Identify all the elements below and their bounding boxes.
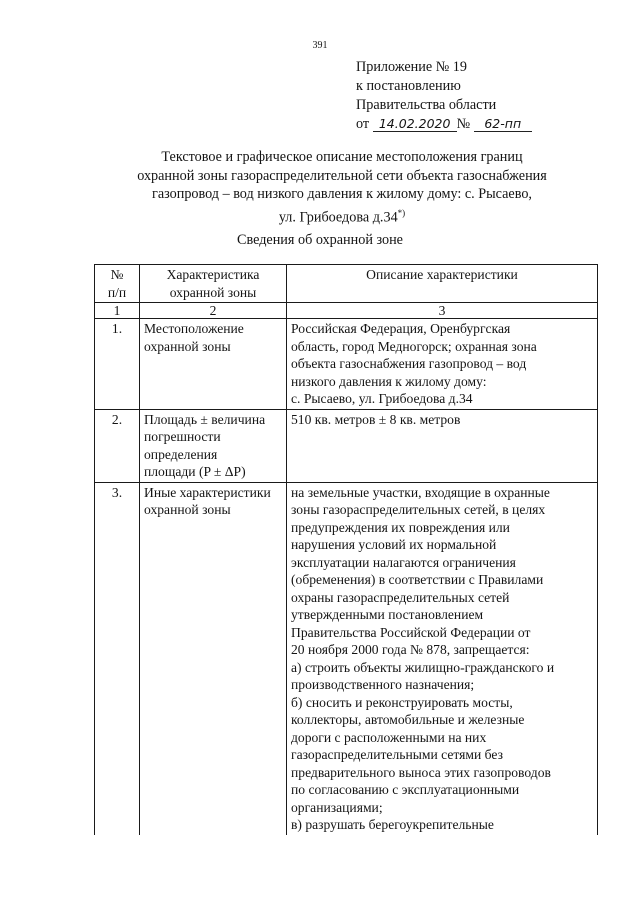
table-row bbox=[95, 319, 598, 410]
desc-line: нарушения условий их нормальной bbox=[291, 537, 497, 552]
row-number: 1. bbox=[95, 319, 140, 410]
appendix-block bbox=[356, 58, 532, 134]
table-header-row bbox=[95, 265, 598, 303]
desc-line: организациями; bbox=[291, 799, 383, 815]
desc-line: в) разрушать берегоукрепительные bbox=[291, 817, 494, 832]
col-number-3: 3 bbox=[287, 303, 598, 319]
desc-line: производственного назначения; bbox=[291, 677, 475, 692]
table-row bbox=[95, 409, 598, 482]
desc-line: по согласованию с эксплуатационными bbox=[291, 782, 520, 797]
desc-line: газораспределительными сетями без bbox=[291, 747, 503, 762]
col-number-2: 2 bbox=[140, 303, 287, 319]
header-num-line-1: № bbox=[110, 267, 124, 282]
column-number-row bbox=[95, 303, 598, 319]
desc-line: 510 кв. метров ± 8 кв. метров bbox=[291, 411, 461, 427]
char-line: Площадь ± величина bbox=[144, 411, 266, 427]
char-line: Местоположение bbox=[144, 321, 244, 336]
table-row bbox=[95, 482, 598, 835]
appendix-date-line bbox=[356, 115, 532, 134]
desc-line: предварительного выноса этих газопроводов bbox=[291, 764, 551, 780]
char-line: Иные характеристики bbox=[144, 484, 271, 500]
number-label: № bbox=[456, 116, 471, 132]
desc-line: б) сносить и реконструировать мосты, bbox=[291, 694, 513, 710]
appendix-line-3: Правительства области bbox=[356, 97, 497, 113]
header-num-line-2: п/п bbox=[107, 284, 127, 300]
desc-line: низкого давления к жилому дому: bbox=[291, 373, 487, 389]
title-line-3: газопровод – вод низкого давления к жилому дому: с. Рысаево, bbox=[152, 186, 532, 202]
title-line-4 bbox=[100, 204, 584, 227]
char-line: площади (P ± ΔP) bbox=[144, 464, 246, 479]
desc-line: область, город Медногорск; охранная зона bbox=[291, 338, 537, 354]
desc-line: зоны газораспределительных сетей, в целях bbox=[291, 502, 546, 517]
desc-line: эксплуатации налагаются ограничения bbox=[291, 554, 516, 570]
footnote-mark: *) bbox=[397, 207, 406, 218]
header-num bbox=[95, 265, 140, 303]
appendix-line-2: к постановлению bbox=[356, 78, 461, 94]
desc-line: с. Рысаево, ул. Грибоедова д.34 bbox=[291, 391, 473, 406]
desc-line: Российская Федерация, Оренбургская bbox=[291, 321, 511, 336]
desc-line: утвержденными постановлением bbox=[291, 607, 484, 622]
row-number: 2. bbox=[95, 409, 140, 482]
page-number: 391 bbox=[312, 40, 328, 51]
row-characteristic bbox=[140, 409, 287, 482]
desc-line: дороги с расположенными на них bbox=[291, 729, 487, 745]
row-characteristic bbox=[140, 482, 287, 835]
section-subtitle: Сведения об охранной зоне bbox=[237, 232, 403, 248]
desc-line: 20 ноября 2000 года № 878, запрещается: bbox=[291, 642, 530, 657]
char-line: охранной зоны bbox=[144, 338, 231, 354]
desc-line: коллекторы, автомобильные и железные bbox=[291, 712, 525, 727]
handwritten-number: 62-пп bbox=[474, 117, 532, 132]
col-number-1: 1 bbox=[95, 303, 140, 319]
header-characteristic bbox=[140, 265, 287, 303]
from-label: от bbox=[356, 116, 370, 132]
zone-info-table bbox=[94, 264, 598, 835]
appendix-title: Приложение № 19 bbox=[356, 59, 467, 75]
desc-line: предупреждения их повреждения или bbox=[291, 519, 510, 535]
desc-line: охраны газораспределительных сетей bbox=[291, 589, 510, 605]
char-line: охранной зоны bbox=[144, 502, 231, 517]
row-description bbox=[287, 409, 598, 482]
header-description: Описание характеристики bbox=[287, 265, 598, 303]
char-line: определения bbox=[144, 446, 218, 462]
title-line-2: охранной зоны газораспределительной сети объекта газоснабжения bbox=[137, 167, 547, 184]
header-char-line-2: охранной зоны bbox=[169, 284, 257, 300]
desc-line: а) строить объекты жилищно-гражданского и bbox=[291, 659, 555, 675]
desc-line: Правительства Российской Федерации от bbox=[291, 624, 531, 640]
title-line-1: Текстовое и графическое описание местоположения границ bbox=[161, 149, 523, 165]
row-characteristic bbox=[140, 319, 287, 410]
document-title bbox=[100, 148, 584, 227]
desc-line: объекта газоснабжения газопровод – вод bbox=[291, 356, 527, 371]
char-line: погрешности bbox=[144, 429, 221, 444]
row-description bbox=[287, 482, 598, 835]
desc-line: на земельные участки, входящие в охранные bbox=[291, 484, 550, 500]
title-line-4-text: ул. Грибоедова д.34 bbox=[278, 209, 398, 226]
row-number: 3. bbox=[95, 482, 140, 835]
header-char-line-1: Характеристика bbox=[166, 267, 260, 282]
handwritten-date: 14.02.2020 bbox=[373, 117, 457, 132]
desc-line: (обременения) в соответствии с Правилами bbox=[291, 572, 544, 587]
row-description bbox=[287, 319, 598, 410]
